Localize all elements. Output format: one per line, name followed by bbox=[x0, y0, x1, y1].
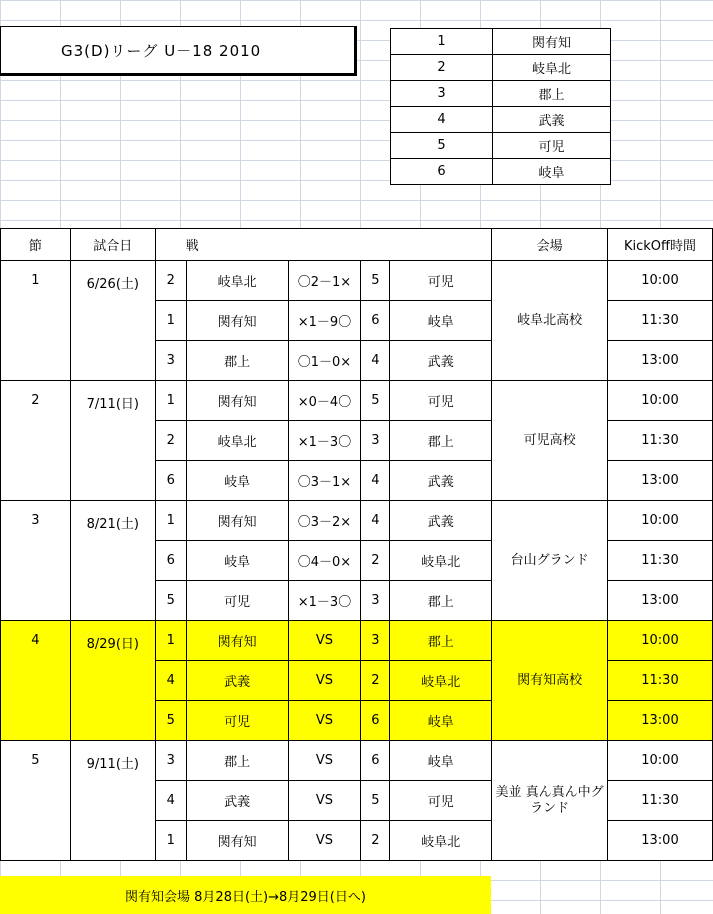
home-team-number: 3 bbox=[155, 741, 186, 781]
venue: 台山グランド bbox=[492, 501, 608, 621]
away-team: 可児 bbox=[390, 381, 492, 421]
team-number: 6 bbox=[391, 159, 493, 185]
match-score: ×1－9〇 bbox=[288, 301, 361, 341]
venue: 可児高校 bbox=[492, 381, 608, 501]
kickoff-time: 13:00 bbox=[607, 461, 712, 501]
match-date: 8/21(土) bbox=[70, 501, 155, 621]
kickoff-time: 11:30 bbox=[607, 421, 712, 461]
away-team: 郡上 bbox=[390, 421, 492, 461]
kickoff-time: 11:30 bbox=[607, 661, 712, 701]
away-team-number: 2 bbox=[361, 821, 390, 861]
home-team-number: 5 bbox=[155, 701, 186, 741]
kickoff-time: 10:00 bbox=[607, 261, 712, 301]
away-team: 岐阜 bbox=[390, 741, 492, 781]
kickoff-time: 11:30 bbox=[607, 301, 712, 341]
home-team: 郡上 bbox=[186, 741, 288, 781]
schedule-table bbox=[0, 228, 713, 861]
away-team: 郡上 bbox=[390, 621, 492, 661]
header-date: 試合日 bbox=[70, 229, 155, 261]
away-team-number: 4 bbox=[361, 341, 390, 381]
away-team: 武義 bbox=[390, 461, 492, 501]
home-team-number: 1 bbox=[155, 821, 186, 861]
away-team: 岐阜 bbox=[390, 701, 492, 741]
away-team-number: 6 bbox=[361, 701, 390, 741]
team-name: 岐阜北 bbox=[493, 55, 611, 81]
match-score: ×1－3〇 bbox=[288, 581, 361, 621]
home-team-number: 2 bbox=[155, 261, 186, 301]
home-team: 可児 bbox=[186, 581, 288, 621]
home-team: 武義 bbox=[186, 661, 288, 701]
match-score: VS bbox=[288, 821, 361, 861]
team-row bbox=[391, 107, 611, 133]
venue-change-note: 関有知会場 8月28日(土)→8月29日(日へ) bbox=[0, 876, 491, 914]
kickoff-time: 11:30 bbox=[607, 781, 712, 821]
home-team-number: 1 bbox=[155, 621, 186, 661]
round-number: 1 bbox=[1, 261, 71, 381]
team-row bbox=[391, 159, 611, 185]
kickoff-time: 10:00 bbox=[607, 741, 712, 781]
away-team-number: 4 bbox=[361, 461, 390, 501]
match-date: 9/11(土) bbox=[70, 741, 155, 861]
away-team-number: 5 bbox=[361, 381, 390, 421]
away-team-number: 6 bbox=[361, 301, 390, 341]
match-row bbox=[1, 261, 713, 301]
sheet-title: G3(D)リーグ U－18 2010 bbox=[0, 26, 357, 76]
match-row bbox=[1, 501, 713, 541]
away-team-number: 5 bbox=[361, 261, 390, 301]
away-team: 可児 bbox=[390, 781, 492, 821]
home-team-number: 2 bbox=[155, 421, 186, 461]
home-team: 関有知 bbox=[186, 301, 288, 341]
venue: 美並 真ん真ん中グランド bbox=[492, 741, 608, 861]
away-team-number: 2 bbox=[361, 661, 390, 701]
team-row bbox=[391, 133, 611, 159]
team-name: 郡上 bbox=[493, 81, 611, 107]
home-team: 岐阜北 bbox=[186, 261, 288, 301]
home-team-number: 6 bbox=[155, 541, 186, 581]
header-venue: 会場 bbox=[492, 229, 608, 261]
team-name: 武義 bbox=[493, 107, 611, 133]
away-team: 郡上 bbox=[390, 581, 492, 621]
team-number: 3 bbox=[391, 81, 493, 107]
team-number: 4 bbox=[391, 107, 493, 133]
home-team-number: 4 bbox=[155, 661, 186, 701]
match-score: 〇1－0× bbox=[288, 341, 361, 381]
header-round: 節 bbox=[1, 229, 71, 261]
away-team-number: 6 bbox=[361, 741, 390, 781]
away-team-number: 3 bbox=[361, 421, 390, 461]
away-team-number: 2 bbox=[361, 541, 390, 581]
home-team: 郡上 bbox=[186, 341, 288, 381]
home-team-number: 1 bbox=[155, 501, 186, 541]
match-score: 〇3－1× bbox=[288, 461, 361, 501]
team-list bbox=[390, 28, 611, 185]
match-score: 〇3－2× bbox=[288, 501, 361, 541]
round-number: 3 bbox=[1, 501, 71, 621]
kickoff-time: 10:00 bbox=[607, 381, 712, 421]
kickoff-time: 13:00 bbox=[607, 341, 712, 381]
match-date: 6/26(土) bbox=[70, 261, 155, 381]
home-team: 岐阜 bbox=[186, 541, 288, 581]
home-team: 関有知 bbox=[186, 381, 288, 421]
kickoff-time: 13:00 bbox=[607, 581, 712, 621]
home-team: 武義 bbox=[186, 781, 288, 821]
match-row bbox=[1, 741, 713, 781]
away-team: 岐阜北 bbox=[390, 661, 492, 701]
match-score: VS bbox=[288, 701, 361, 741]
kickoff-time: 13:00 bbox=[607, 701, 712, 741]
round-number: 2 bbox=[1, 381, 71, 501]
schedule-header bbox=[1, 229, 713, 261]
home-team: 岐阜 bbox=[186, 461, 288, 501]
header-kickoff: KickOff時間 bbox=[607, 229, 712, 261]
match-score: ×1－3〇 bbox=[288, 421, 361, 461]
venue: 関有知高校 bbox=[492, 621, 608, 741]
team-row bbox=[391, 55, 611, 81]
away-team: 可児 bbox=[390, 261, 492, 301]
home-team-number: 6 bbox=[155, 461, 186, 501]
home-team-number: 3 bbox=[155, 341, 186, 381]
round-number: 5 bbox=[1, 741, 71, 861]
match-score: VS bbox=[288, 781, 361, 821]
away-team-number: 3 bbox=[361, 581, 390, 621]
away-team-number: 3 bbox=[361, 621, 390, 661]
match-row bbox=[1, 381, 713, 421]
kickoff-time: 13:00 bbox=[607, 821, 712, 861]
kickoff-time: 10:00 bbox=[607, 621, 712, 661]
away-team: 武義 bbox=[390, 341, 492, 381]
round-number: 4 bbox=[1, 621, 71, 741]
home-team: 岐阜北 bbox=[186, 421, 288, 461]
match-score: 〇2－1× bbox=[288, 261, 361, 301]
team-name: 可児 bbox=[493, 133, 611, 159]
match-row bbox=[1, 621, 713, 661]
away-team-number: 5 bbox=[361, 781, 390, 821]
kickoff-time: 11:30 bbox=[607, 541, 712, 581]
match-score: VS bbox=[288, 621, 361, 661]
match-score: ×0－4〇 bbox=[288, 381, 361, 421]
home-team: 関有知 bbox=[186, 821, 288, 861]
home-team-number: 1 bbox=[155, 381, 186, 421]
match-date: 8/29(日) bbox=[70, 621, 155, 741]
home-team-number: 5 bbox=[155, 581, 186, 621]
away-team: 岐阜北 bbox=[390, 541, 492, 581]
team-name: 岐阜 bbox=[493, 159, 611, 185]
team-number: 2 bbox=[391, 55, 493, 81]
away-team: 岐阜北 bbox=[390, 821, 492, 861]
home-team: 関有知 bbox=[186, 621, 288, 661]
venue: 岐阜北高校 bbox=[492, 261, 608, 381]
away-team: 岐阜 bbox=[390, 301, 492, 341]
header-match: 戦 bbox=[155, 229, 491, 261]
team-name: 関有知 bbox=[493, 29, 611, 55]
team-number: 5 bbox=[391, 133, 493, 159]
match-score: 〇4－0× bbox=[288, 541, 361, 581]
home-team: 可児 bbox=[186, 701, 288, 741]
team-row bbox=[391, 81, 611, 107]
home-team-number: 4 bbox=[155, 781, 186, 821]
home-team-number: 1 bbox=[155, 301, 186, 341]
match-score: VS bbox=[288, 741, 361, 781]
home-team: 関有知 bbox=[186, 501, 288, 541]
team-number: 1 bbox=[391, 29, 493, 55]
team-row bbox=[391, 29, 611, 55]
away-team-number: 4 bbox=[361, 501, 390, 541]
match-date: 7/11(日) bbox=[70, 381, 155, 501]
away-team: 武義 bbox=[390, 501, 492, 541]
match-score: VS bbox=[288, 661, 361, 701]
kickoff-time: 10:00 bbox=[607, 501, 712, 541]
